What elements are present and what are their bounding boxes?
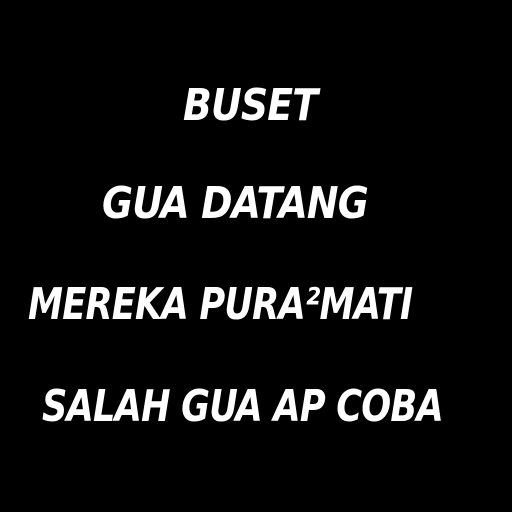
caption-line-1: BUSET xyxy=(183,80,318,131)
caption-line-2: GUA DATANG xyxy=(102,178,368,229)
caption-line-4: SALAH GUA AP COBA xyxy=(42,381,443,432)
caption-line-3: MEREKA PURA²MATI xyxy=(28,279,413,330)
